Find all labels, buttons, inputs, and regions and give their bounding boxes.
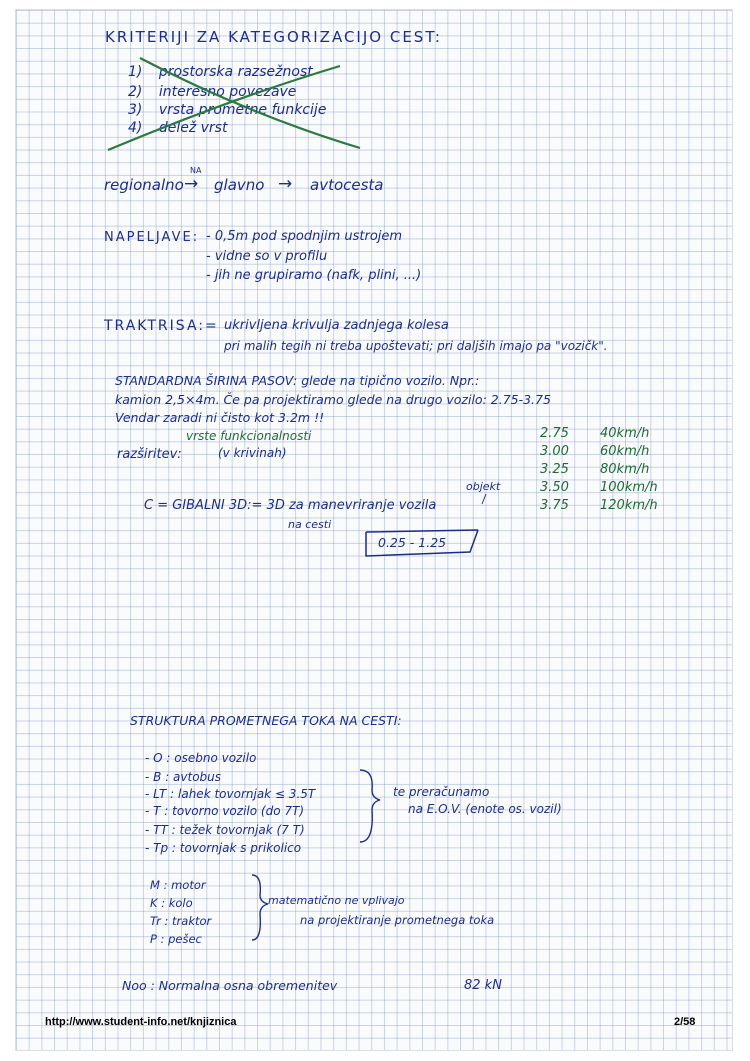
glavno-text: glavno: [214, 176, 265, 194]
struktura-note-2: na E.O.V. (enote os. vozil): [408, 802, 562, 816]
design-speed: 60km/h: [600, 444, 650, 459]
gibalni-line: C = GIBALNI 3D:= 3D za manevriranje vozila: [144, 498, 437, 513]
page-number: 2/58: [674, 1016, 696, 1028]
item-text: interesno povezave: [158, 84, 297, 100]
struktura-note-1: te preračunamo: [393, 785, 490, 799]
brace-struktura: [360, 770, 380, 842]
objekt-arrow: [482, 494, 486, 504]
arrow-2: →: [278, 174, 293, 194]
gibalni-range: 0.25 - 1.25: [378, 535, 447, 550]
item-number: 1): [128, 64, 143, 80]
napeljave-line: - 0,5m pod spodnjim ustrojem: [206, 229, 403, 244]
lane-width: 3.50: [540, 480, 569, 495]
design-speed: 40km/h: [600, 426, 650, 441]
noo-value: 82 kN: [464, 978, 502, 993]
minor-note-2: na projektiranje prometnega toka: [300, 913, 495, 927]
minor-item: M : motor: [150, 878, 206, 892]
avtocesta-text: avtocesta: [310, 176, 384, 194]
heading-kriteriji: KRITERIJI ZA KATEGORIZACIJO CEST:: [105, 28, 442, 46]
footer-url[interactable]: http://www.student-info.net/knjiznica: [45, 1016, 237, 1028]
lane-width: 2.75: [540, 426, 569, 441]
item-number: 3): [128, 102, 143, 118]
struktura-heading: STRUKTURA PROMETNEGA TOKA NA CESTI:: [130, 713, 402, 728]
noo-line: Noo : Normalna osna obremenitev: [122, 978, 338, 993]
lane-width: 3.00: [540, 444, 569, 459]
design-speed: 80km/h: [600, 462, 650, 477]
struktura-item: - O : osebno vozilo: [145, 751, 257, 765]
design-speed: 120km/h: [600, 498, 658, 513]
item-text: delež vrst: [158, 120, 228, 136]
razsiritev-label: razširitev:: [117, 447, 182, 462]
standardna-line-3: Vendar zaradi ni čisto kot 3.2m !!: [115, 410, 325, 425]
na-superscript: NA: [190, 166, 202, 175]
struktura-item: - B : avtobus: [145, 770, 222, 784]
na-cesti: na cesti: [288, 518, 332, 531]
item-number: 4): [128, 120, 143, 136]
napeljave-line: - vidne so v profilu: [206, 249, 328, 264]
objekt-note: objekt: [466, 480, 501, 493]
lane-width: 3.75: [540, 498, 569, 513]
struktura-item: - Tp : tovornjak s prikolico: [145, 841, 302, 855]
standardna-line-1: STANDARDNA ŠIRINA PASOV: glede na tipično vozilo. Npr.:: [115, 373, 480, 388]
regionalno-text: regionalno: [104, 176, 184, 194]
item-number: 2): [128, 84, 143, 100]
lane-width: 3.25: [540, 462, 569, 477]
arrow-1: →: [184, 174, 199, 194]
traktrisa-line-2: pri malih tegih ni treba upoštevati; pri daljših imajo pa "vozičk".: [224, 339, 608, 353]
traktrisa-line-1: ukrivljena krivulja zadnjega kolesa: [224, 318, 449, 333]
minor-item: Tr : traktor: [150, 914, 212, 928]
strike-line: [140, 58, 360, 148]
item-text: prostorska razsežnost: [158, 64, 313, 80]
struktura-item: - T : tovorno vozilo (do 7T): [145, 804, 304, 818]
vrste-funkcionalnosti: vrste funkcionalnosti: [186, 429, 312, 443]
range-box: [366, 530, 478, 556]
strike-line: [108, 66, 340, 150]
minor-item: P : pešec: [150, 932, 202, 946]
item-text: vrsta prometne funkcije: [158, 102, 327, 118]
struktura-item: - LT : lahek tovornjak ≤ 3.5T: [145, 787, 316, 801]
standardna-line-2: kamion 2,5×4m. Če pa projektiramo glede na drugo vozilo: 2.75-3.75: [115, 392, 551, 407]
struktura-item: - TT : težek tovornjak (7 T): [145, 823, 305, 837]
design-speed: 100km/h: [600, 480, 658, 495]
napeljave-label: NAPELJAVE:: [104, 230, 200, 245]
v-krivinah: (v krivinah): [218, 446, 287, 460]
minor-item: K : kolo: [150, 896, 193, 910]
brace-minor: [252, 875, 268, 940]
traktrisa-label: TRAKTRISA:=: [104, 318, 219, 334]
napeljave-line: - jih ne grupiramo (nafk, plini, ...): [206, 268, 422, 283]
minor-note-1: matematično ne vplivajo: [268, 894, 405, 907]
